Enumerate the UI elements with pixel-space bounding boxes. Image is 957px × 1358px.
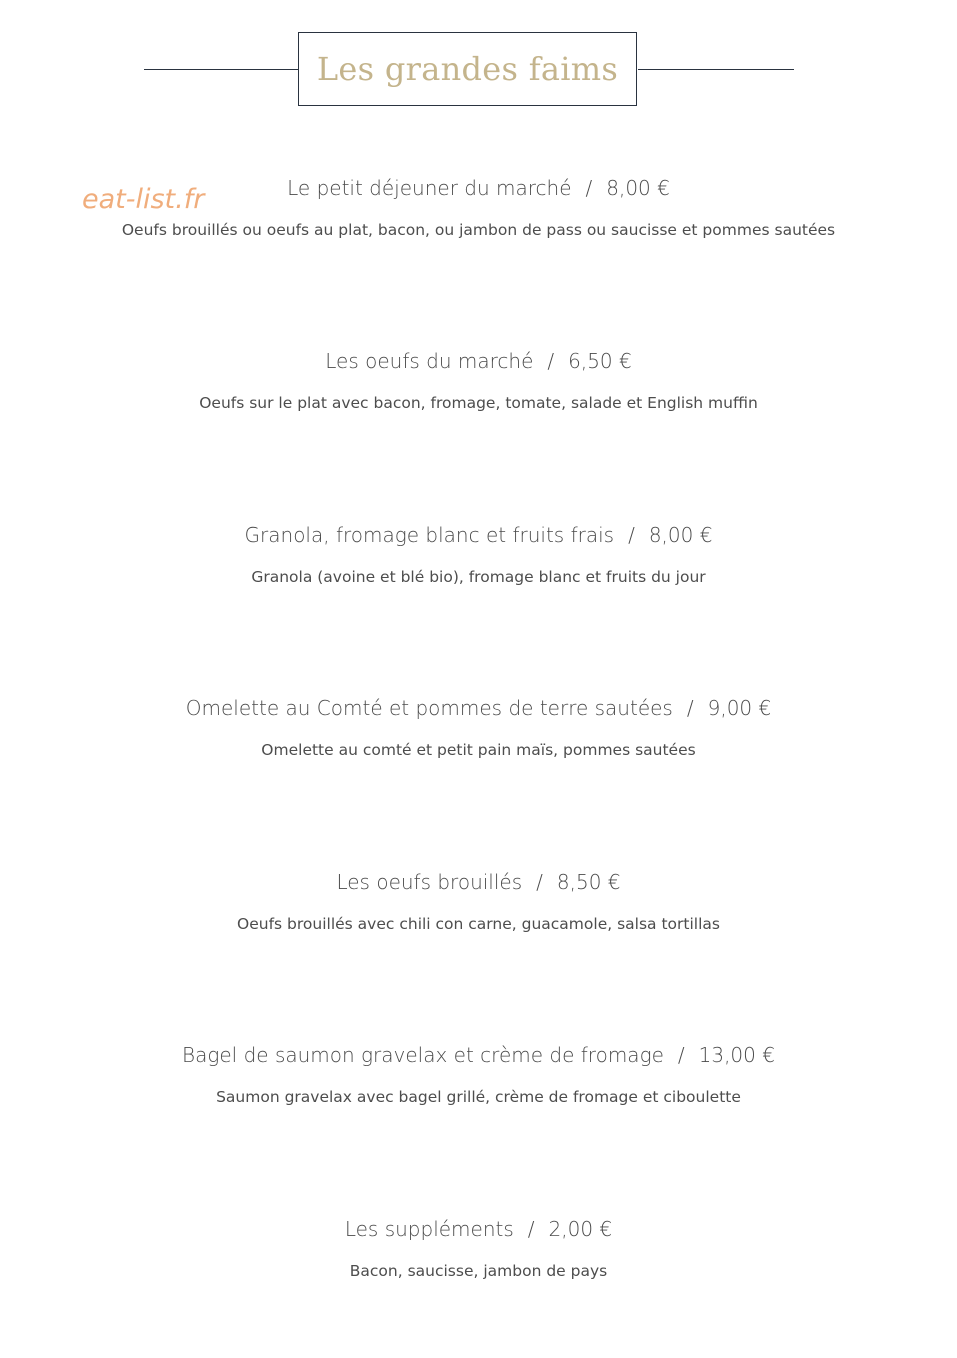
price-separator: / [628,523,635,547]
menu-item-name: Les oeufs brouillés [336,870,523,894]
menu-item-description: Saumon gravelax avec bagel grillé, crème de fromage et ciboulette [216,1088,741,1106]
menu-item-name: Granola, fromage blanc et fruits frais [244,523,615,547]
menu-section-title: Les grandes faims [316,50,619,88]
price-separator: / [585,176,593,200]
watermark-logo: eat-list.fr [82,184,205,215]
menu-item-heading [0,175,957,201]
menu-item-description: Oeufs sur le plat avec bacon, fromage, tomate, salade et English muffin [199,394,758,412]
menu-item-description: Granola (avoine et blé bio), fromage blanc et fruits du jour [251,568,706,586]
menu-item-description: Bacon, saucisse, jambon de pays [349,1262,608,1280]
menu-item-description: Omelette au comté et petit pain maïs, pommes sautées [261,741,696,759]
menu-item [0,175,957,240]
price-separator: / [677,1043,685,1067]
menu-item-name: Omelette au Comté et pommes de terre sautées [185,696,673,720]
menu-item-heading [0,869,957,895]
price-separator: / [536,870,543,894]
menu-item-price: 6,50 € [568,349,632,373]
price-separator: / [686,696,694,720]
menu-item-price: 9,00 € [707,696,772,720]
menu-item [0,695,957,760]
menu-item-heading [0,1216,957,1242]
menu-item [0,348,957,413]
menu-item-price: 2,00 € [548,1217,613,1241]
menu-item-heading [0,522,957,548]
menu-item-price: 8,00 € [606,176,670,200]
menu-item-name: Les suppléments [344,1217,514,1241]
menu-header [0,0,957,120]
menu-item [0,1042,957,1107]
menu-item-description: Oeufs brouillés ou oeufs au plat, bacon, ou jambon de pass ou saucisse et pommes sautées [121,221,836,239]
menu-item-heading [0,695,957,721]
menu-item [0,522,957,587]
price-separator: / [527,1217,535,1241]
title-frame [298,32,637,106]
menu-item-name: Bagel de saumon gravelax et crème de fromage [182,1043,664,1067]
menu-item-name: Le petit déjeuner du marché [287,176,572,200]
menu-item [0,869,957,934]
menu-item-price: 8,50 € [556,870,621,894]
menu-item [0,1216,957,1281]
header-rule-right [638,69,794,70]
menu-item-heading [0,1042,957,1068]
menu-item-name: Les oeufs du marché [325,349,534,373]
menu-item-description: Oeufs brouillés avec chili con carne, guacamole, salsa tortillas [237,915,720,933]
price-separator: / [547,349,555,373]
menu-item-heading [0,348,957,374]
menu-item-price: 13,00 € [698,1043,775,1067]
header-rule-left [144,69,299,70]
menu-item-price: 8,00 € [648,523,713,547]
